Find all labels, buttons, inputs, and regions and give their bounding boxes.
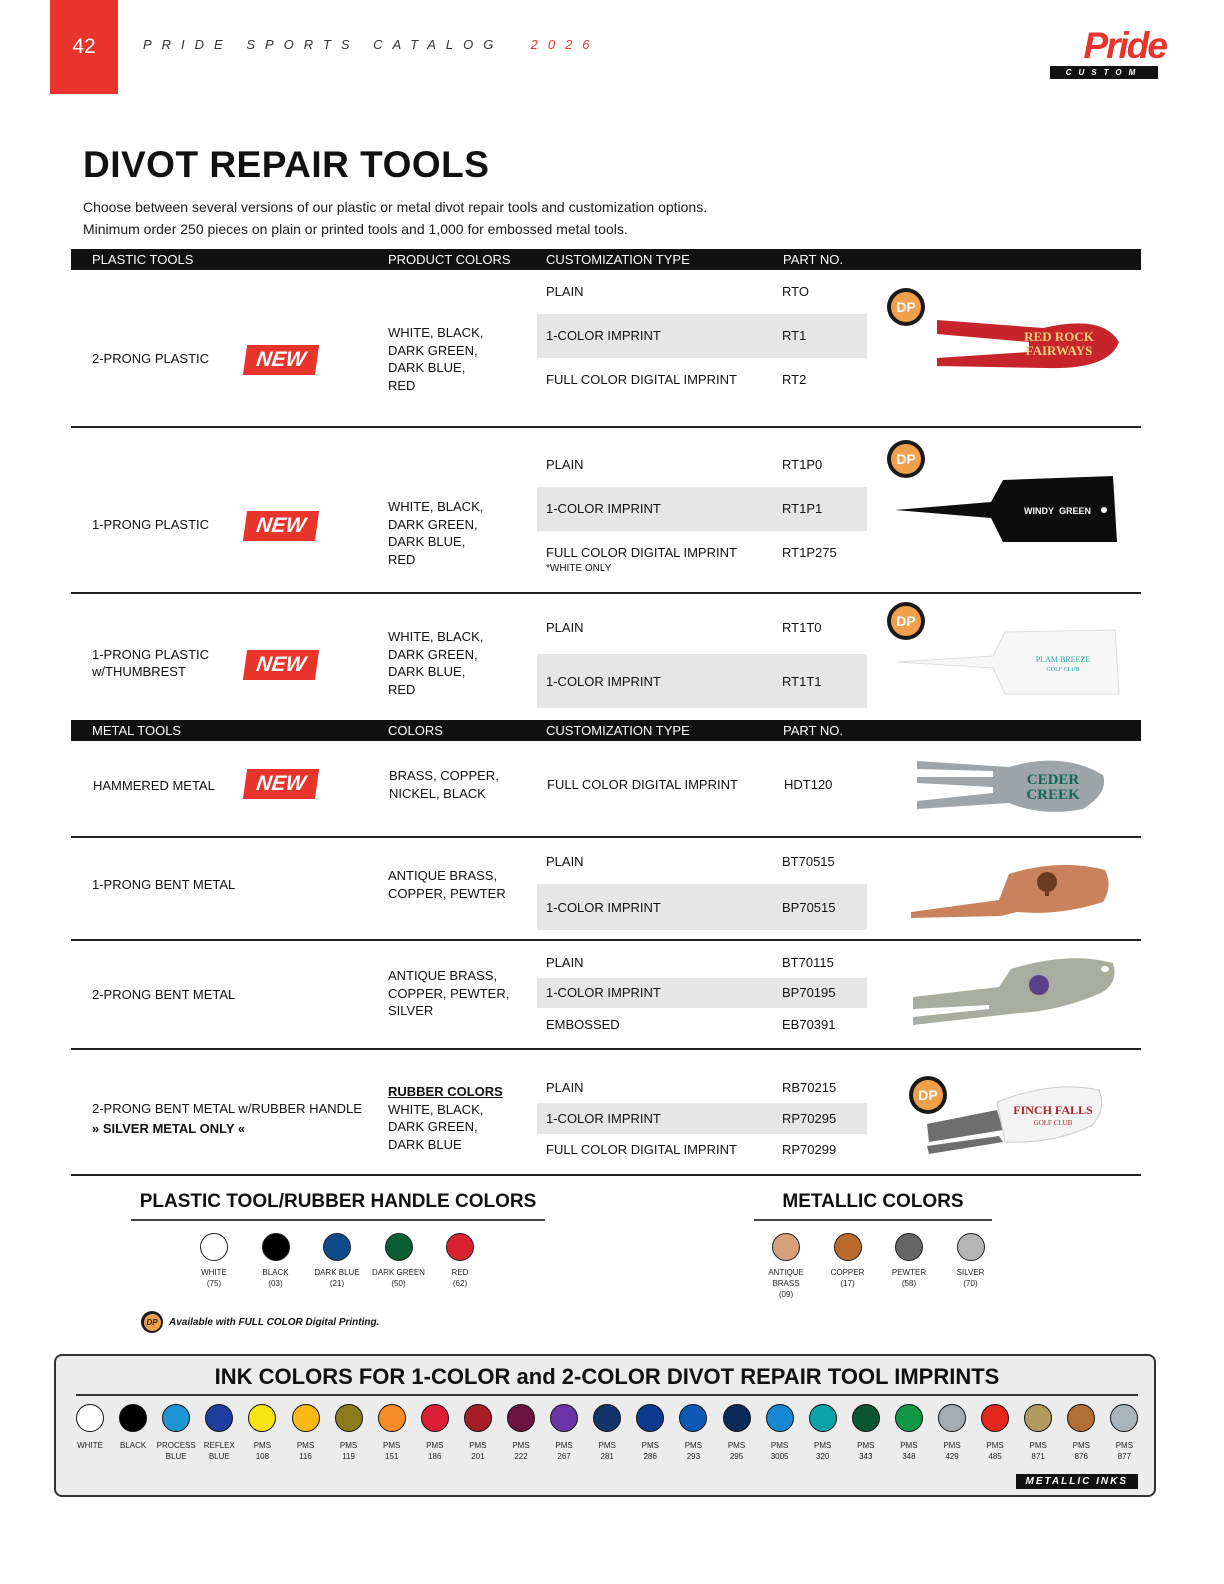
color-swatch xyxy=(198,1404,240,1462)
1-prong-plastic-image xyxy=(891,472,1123,548)
part-number: RT1P1 xyxy=(782,501,823,516)
2-prong-plastic-image xyxy=(933,306,1123,378)
customization-type: 1-COLOR IMPRINT xyxy=(546,985,661,1000)
part-number: BT70115 xyxy=(782,955,834,970)
swatch-label: SILVER (70) xyxy=(956,1268,985,1288)
intro-line-1: Choose between several versions of our plastic or metal divot repair tools and customization options. xyxy=(83,199,708,215)
product-row-rubber-handle xyxy=(71,1050,1141,1176)
dp-note xyxy=(141,1311,379,1333)
swatch-circle xyxy=(895,1404,923,1432)
metallic-inks-label: METALLIC INKS xyxy=(1016,1474,1138,1489)
color-line: DARK BLUE xyxy=(388,1136,462,1152)
swatch-circle xyxy=(957,1233,985,1261)
color-line: WHITE, BLACK, xyxy=(388,629,484,644)
swatch-label: PMS 877 xyxy=(1115,1441,1134,1461)
swatch-circle xyxy=(421,1404,449,1432)
option-row xyxy=(537,948,867,978)
dp-label: DP xyxy=(913,1080,943,1110)
swatch-circle xyxy=(323,1233,351,1261)
header-col-colors: PRODUCT COLORS xyxy=(388,252,511,267)
color-line: WHITE, BLACK, xyxy=(388,325,484,340)
swatch-label: WHITE xyxy=(77,1441,103,1450)
color-swatch xyxy=(940,1233,1002,1289)
header-col-tools: PLASTIC TOOLS xyxy=(92,252,194,267)
option-row xyxy=(537,1008,867,1038)
swatch-label: PMS 119 xyxy=(339,1441,358,1461)
swatch-circle xyxy=(895,1233,923,1261)
swatch-label: PROCESS BLUE xyxy=(156,1441,196,1461)
swatch-label: PMS 108 xyxy=(253,1441,272,1461)
ink-colors-panel xyxy=(54,1354,1156,1497)
swatch-label: DARK BLUE (21) xyxy=(314,1268,360,1288)
color-line: COPPER, PEWTER xyxy=(388,885,506,901)
part-number: BT70515 xyxy=(782,854,835,869)
swatch-label: PMS 116 xyxy=(296,1441,315,1461)
option-row xyxy=(537,314,867,358)
color-swatch xyxy=(586,1404,628,1462)
color-line: DARK BLUE, xyxy=(388,664,466,679)
product-name-line: 1-PRONG PLASTIC xyxy=(92,647,210,662)
product-row-2-prong-plastic xyxy=(71,270,1141,428)
color-line: DARK GREEN, xyxy=(388,1119,478,1134)
swatch-circle xyxy=(938,1404,966,1432)
logo-line: FINCH FALLS xyxy=(1013,1103,1093,1117)
swatch-label: ANTIQUE BRASS (09) xyxy=(768,1268,804,1299)
swatch-label: PMS 286 xyxy=(641,1441,659,1461)
part-number: HDT120 xyxy=(784,777,833,792)
color-swatch xyxy=(817,1233,879,1289)
color-swatch xyxy=(629,1404,671,1462)
color-swatch xyxy=(368,1233,430,1289)
option-row xyxy=(537,602,867,654)
intro-text xyxy=(83,196,707,240)
logo-word: Pride xyxy=(1083,25,1166,66)
running-title-year: 2026 xyxy=(530,37,600,52)
color-swatch xyxy=(1103,1404,1145,1462)
dp-label: DP xyxy=(891,606,921,636)
dp-icon-small xyxy=(141,1311,163,1333)
part-number: RB70215 xyxy=(782,1080,837,1095)
customization-type: PLAIN xyxy=(546,955,584,970)
2-prong-bent-metal-image xyxy=(909,953,1119,1033)
header-col-part: PART NO. xyxy=(783,723,843,738)
color-swatch xyxy=(845,1404,887,1462)
part-number: RT1 xyxy=(782,328,807,343)
swatch-circle xyxy=(550,1404,578,1432)
pride-logo xyxy=(1044,25,1166,82)
swatch-circle xyxy=(834,1233,862,1261)
swatch-circle xyxy=(1110,1404,1138,1432)
option-row xyxy=(537,487,867,531)
1-prong-thumbrest-image xyxy=(893,624,1123,700)
swatch-circle xyxy=(262,1233,290,1261)
rubber-handle-image xyxy=(923,1080,1107,1156)
customization-type: PLAIN xyxy=(546,620,584,635)
product-name xyxy=(92,1100,362,1137)
swatch-circle xyxy=(679,1404,707,1432)
logo-line: CREEK xyxy=(1026,787,1080,803)
product-row-1-prong-bent-metal xyxy=(71,838,1141,941)
option-row xyxy=(537,654,867,708)
color-line: DARK GREEN, xyxy=(388,342,478,358)
color-line: COPPER, PEWTER, xyxy=(388,985,510,1001)
product-colors xyxy=(389,767,499,802)
option-row xyxy=(537,1072,867,1103)
product-colors xyxy=(388,324,483,394)
swatch-label: PMS 876 xyxy=(1072,1441,1090,1461)
product-row-2-prong-bent-metal xyxy=(71,941,1141,1050)
part-number: BP70195 xyxy=(782,985,836,1000)
color-swatch xyxy=(285,1404,327,1462)
product-colors xyxy=(388,1083,503,1153)
swatch-label: PMS 485 xyxy=(986,1441,1004,1461)
product-name: 2-PRONG BENT METAL xyxy=(92,987,236,1002)
color-swatch xyxy=(241,1404,283,1462)
customization-type: 1-COLOR IMPRINT xyxy=(546,674,661,689)
customization-type: PLAIN xyxy=(546,1080,584,1095)
ink-colors-title: INK COLORS FOR 1-COLOR and 2-COLOR DIVOT REPAIR TOOL IMPRINTS xyxy=(214,1364,1000,1389)
header-col-colors: COLORS xyxy=(388,723,443,738)
product-row-1-prong-thumbrest xyxy=(71,594,1141,720)
part-number: EB70391 xyxy=(782,1017,836,1032)
color-swatch xyxy=(155,1404,197,1462)
swatch-label: BLACK xyxy=(119,1441,147,1450)
swatch-circle xyxy=(593,1404,621,1432)
product-name xyxy=(92,646,209,680)
swatch-label: PMS 267 xyxy=(555,1441,573,1461)
swatch-label: RED (62) xyxy=(451,1268,469,1288)
dp-label: DP xyxy=(891,444,921,474)
color-swatch xyxy=(245,1233,307,1289)
swatch-label: PMS 3005 xyxy=(770,1441,789,1461)
customization-type: 1-COLOR IMPRINT xyxy=(546,501,661,516)
color-line: RED xyxy=(388,551,416,567)
product-colors xyxy=(388,867,506,902)
product-name: HAMMERED METAL xyxy=(93,778,215,793)
header-col-part: PART NO. xyxy=(783,252,843,267)
swatch-label: PMS 320 xyxy=(814,1441,832,1461)
dp-icon xyxy=(887,288,925,326)
color-swatch xyxy=(543,1404,585,1462)
color-line: DARK BLUE, xyxy=(388,534,466,549)
swatch-label: PMS 293 xyxy=(684,1441,703,1461)
customization-type: FULL COLOR DIGITAL IMPRINT xyxy=(546,545,737,560)
product-name-line: » SILVER METAL ONLY « xyxy=(92,1121,246,1136)
color-swatch xyxy=(371,1404,413,1462)
part-number: RT1P275 xyxy=(782,545,837,560)
customization-type: 1-COLOR IMPRINT xyxy=(546,328,661,343)
color-swatch xyxy=(974,1404,1016,1462)
product-name: 2-PRONG PLASTIC xyxy=(92,351,210,366)
color-line: RED xyxy=(388,377,416,393)
swatch-circle xyxy=(1067,1404,1095,1432)
option-row xyxy=(537,270,867,314)
part-number: RP70295 xyxy=(782,1111,837,1126)
option-note: *WHITE ONLY xyxy=(546,563,612,574)
option-row xyxy=(537,443,867,487)
option-row xyxy=(537,531,867,575)
plastic-colors-title: PLASTIC TOOL/RUBBER HANDLE COLORS xyxy=(131,1191,545,1221)
customization-type: PLAIN xyxy=(546,284,584,299)
swatch-label: PMS 222 xyxy=(512,1441,530,1461)
product-colors xyxy=(388,967,509,1020)
part-number: RT2 xyxy=(782,372,807,387)
header-col-customization: CUSTOMIZATION TYPE xyxy=(546,252,690,267)
color-line: ANTIQUE BRASS, xyxy=(388,868,498,883)
product-colors xyxy=(388,628,483,698)
option-row xyxy=(537,763,867,807)
color-line: BRASS, COPPER, xyxy=(389,768,499,783)
swatch-circle xyxy=(248,1404,276,1432)
color-swatch xyxy=(429,1233,491,1289)
hammered-metal-image xyxy=(913,753,1109,817)
swatch-label: WHITE (75) xyxy=(201,1268,227,1288)
swatch-label: PMS 201 xyxy=(469,1441,487,1461)
product-name: 1-PRONG BENT METAL xyxy=(92,877,236,892)
running-title xyxy=(143,37,600,52)
customization-type: FULL COLOR DIGITAL IMPRINT xyxy=(547,777,738,792)
swatch-circle xyxy=(981,1404,1009,1432)
swatch-label: PMS 343 xyxy=(857,1441,875,1461)
swatch-circle xyxy=(809,1404,837,1432)
option-row xyxy=(537,1134,867,1165)
customization-type: FULL COLOR DIGITAL IMPRINT xyxy=(546,1142,737,1157)
color-line: NICKEL, BLACK xyxy=(389,785,486,801)
part-number: RT1T1 xyxy=(782,674,822,689)
swatch-label: PMS 348 xyxy=(900,1441,918,1461)
color-swatch xyxy=(112,1404,154,1451)
product-colors xyxy=(388,498,483,568)
swatch-label: BLACK (03) xyxy=(262,1268,289,1288)
swatch-circle xyxy=(385,1233,413,1261)
swatch-label: PMS 151 xyxy=(383,1441,401,1461)
swatch-circle xyxy=(205,1404,233,1432)
color-line: ANTIQUE BRASS, xyxy=(388,968,498,983)
color-swatch xyxy=(878,1233,940,1289)
swatch-label: PMS 871 xyxy=(1029,1441,1047,1461)
logo-sub: CUSTOM xyxy=(1050,66,1158,79)
swatch-circle xyxy=(636,1404,664,1432)
plastic-tools-header xyxy=(71,249,1141,270)
part-number: RTO xyxy=(782,284,809,299)
color-line: RED xyxy=(388,681,416,697)
color-line: WHITE, BLACK, xyxy=(388,499,484,514)
product-row-hammered-metal xyxy=(71,741,1141,838)
option-row xyxy=(537,358,867,402)
color-swatch xyxy=(500,1404,542,1462)
swatch-circle xyxy=(464,1404,492,1432)
header-col-tools: METAL TOOLS xyxy=(92,723,182,738)
swatch-circle xyxy=(766,1404,794,1432)
swatch-circle xyxy=(292,1404,320,1432)
customization-type: EMBOSSED xyxy=(546,1017,620,1032)
color-swatch xyxy=(755,1233,817,1300)
swatch-circle xyxy=(507,1404,535,1432)
color-swatch xyxy=(414,1404,456,1462)
color-line: SILVER xyxy=(388,1003,434,1018)
logo-line: PLAM BREEZE xyxy=(1035,655,1091,664)
metallic-colors-title: METALLIC COLORS xyxy=(754,1191,992,1221)
customization-type: 1-COLOR IMPRINT xyxy=(546,900,661,915)
swatch-circle xyxy=(335,1404,363,1432)
color-swatch xyxy=(888,1404,930,1462)
1-prong-bent-metal-image xyxy=(909,856,1113,922)
color-swatch xyxy=(1017,1404,1059,1462)
color-swatch xyxy=(457,1404,499,1462)
option-row xyxy=(537,1103,867,1134)
swatch-circle xyxy=(119,1404,147,1432)
swatch-circle xyxy=(378,1404,406,1432)
logo-line: FAIRWAYS xyxy=(1025,343,1093,358)
color-line: DARK GREEN, xyxy=(388,646,478,662)
logo-line: WINDY xyxy=(1024,506,1054,516)
logo-line: GOLF CLUB xyxy=(1033,1119,1073,1127)
color-line: DARK GREEN, xyxy=(388,516,478,532)
running-title-text: PRIDE SPORTS CATALOG xyxy=(143,37,504,52)
swatch-label: PMS 429 xyxy=(943,1441,961,1461)
swatch-circle xyxy=(1024,1404,1052,1432)
color-swatch xyxy=(672,1404,714,1462)
logo-line: RED ROCK xyxy=(1024,329,1094,344)
swatch-label: PMS 281 xyxy=(598,1441,616,1461)
header-col-customization: CUSTOMIZATION TYPE xyxy=(546,723,690,738)
swatch-label: REFLEX BLUE xyxy=(203,1441,235,1461)
product-row-1-prong-plastic xyxy=(71,428,1141,594)
metal-tools-header xyxy=(71,720,1141,741)
customization-type: FULL COLOR DIGITAL IMPRINT xyxy=(546,372,737,387)
dp-label: DP xyxy=(144,1314,161,1331)
part-number: BP70515 xyxy=(782,900,836,915)
logo-line: GOLF CLUB xyxy=(1046,667,1080,673)
part-number: RT1P0 xyxy=(782,457,823,472)
color-swatch xyxy=(931,1404,973,1462)
color-swatch xyxy=(69,1404,111,1451)
swatch-circle xyxy=(723,1404,751,1432)
swatch-label: PMS 186 xyxy=(426,1441,444,1461)
part-number: RP70299 xyxy=(782,1142,837,1157)
swatch-circle xyxy=(446,1233,474,1261)
color-swatch xyxy=(1060,1404,1102,1462)
ink-title-divider xyxy=(76,1394,1138,1396)
page-number: 42 xyxy=(50,0,118,94)
new-badge: NEW xyxy=(243,345,319,375)
new-badge: NEW xyxy=(243,769,319,799)
option-row xyxy=(537,840,867,884)
logo-line: GREEN xyxy=(1058,506,1092,516)
color-swatch xyxy=(716,1404,758,1462)
product-name-line: w/THUMBREST xyxy=(92,664,186,679)
swatch-label: PMS 295 xyxy=(727,1441,746,1461)
color-line: WHITE, BLACK, xyxy=(388,1101,484,1117)
part-number: RT1T0 xyxy=(782,620,822,635)
logo-line: CEDER xyxy=(1026,772,1080,788)
option-row xyxy=(537,884,867,930)
swatch-circle xyxy=(200,1233,228,1261)
product-name: 1-PRONG PLASTIC xyxy=(92,517,210,532)
new-badge: NEW xyxy=(243,650,319,680)
option-row xyxy=(537,978,867,1008)
swatch-label: COPPER (17) xyxy=(830,1268,865,1288)
new-badge: NEW xyxy=(243,511,319,541)
dp-note-text: Available with FULL COLOR Digital Printing. xyxy=(169,1316,380,1328)
page-title: DIVOT REPAIR TOOLS xyxy=(83,144,490,185)
color-swatch xyxy=(328,1404,370,1462)
color-swatch xyxy=(802,1404,844,1462)
swatch-circle xyxy=(76,1404,104,1432)
customization-type: PLAIN xyxy=(546,854,584,869)
customization-type: 1-COLOR IMPRINT xyxy=(546,1111,661,1126)
rubber-colors-title: RUBBER COLORS xyxy=(388,1084,503,1099)
color-swatch xyxy=(759,1404,801,1462)
swatch-label: PEWTER (58) xyxy=(891,1268,927,1288)
color-swatch xyxy=(183,1233,245,1289)
swatch-label: DARK GREEN (50) xyxy=(372,1268,425,1288)
customization-type: PLAIN xyxy=(546,457,584,472)
swatch-circle xyxy=(772,1233,800,1261)
color-line: DARK BLUE, xyxy=(388,360,466,375)
product-name-line: 2-PRONG BENT METAL w/RUBBER HANDLE xyxy=(92,1101,362,1116)
swatch-circle xyxy=(852,1404,880,1432)
swatch-circle xyxy=(162,1404,190,1432)
dp-label: DP xyxy=(891,292,921,322)
intro-line-2: Minimum order 250 pieces on plain or printed tools and 1,000 for embossed metal tools. xyxy=(83,221,628,237)
color-swatch xyxy=(306,1233,368,1289)
